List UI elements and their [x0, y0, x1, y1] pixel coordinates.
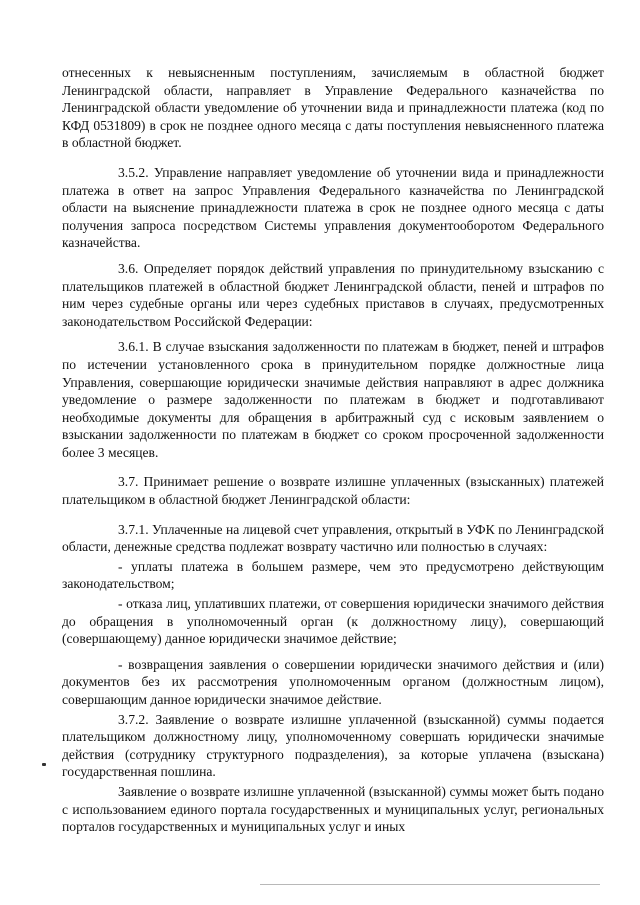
list-item-refusal: - отказа лиц, уплативших платежи, от совершения юридически значимого действия до обращения в уполномоченный орган (к должностному лицу), совершающий (совершающему) данное юридически значимое действие; [62, 596, 604, 647]
paragraph-3-5-2: 3.5.2. Управление направляет уведомление об уточнении вида и принадлежности платежа в ответ на запрос Управления Федерального казначейства по Ленинградской области на выяснение принадлежности платежа в срок не позднее одного месяца с даты получения запроса посредством Системы управления документооборотом Федерального казначейства. [62, 164, 604, 251]
paragraph-3-7: 3.7. Принимает решение о возврате излишне уплаченных (взысканных) платежей плательщиком в областной бюджет Ленинградской области: [62, 474, 604, 508]
paragraph-3-7-2: 3.7.2. Заявление о возврате излишне уплаченной (взысканной) суммы подается плательщиком должностному лицу, уполномоченному совершать юридически значимые действия (сотруднику структурного подразделения), за которые уплачена (взыскана) государственная пошлина. [62, 711, 604, 780]
footer-divider [260, 884, 600, 885]
paragraph-3-7-1: 3.7.1. Уплаченные на лицевой счет управления, открытый в УФК по Ленинградской области, денежные средства подлежат возврату частично или полностью в случаях: [62, 521, 604, 555]
paragraph-continuation: отнесенных к невыясненным поступлениям, зачисляемым в областной бюджет Ленинградской области, направляет в Управление Федерального казначейства по Ленинградской области уведомление об уточнении вида и принадлежности платежа (код по КФД 0531809) в срок не позднее одного месяца с даты поступления невыясненного платежа в областной бюджет. [62, 65, 604, 151]
list-item-overpayment: - уплаты платежа в большем размере, чем это предусмотрено действующим законодательством; [62, 558, 604, 592]
scan-speck [42, 763, 46, 766]
paragraph-application-portal: Заявление о возврате излишне уплаченной (взысканной) суммы может быть подано с использованием единого портала государственных и муниципальных услуг, региональных порталов государственных и муниципальных услуг и иных [62, 783, 604, 835]
paragraph-3-6: 3.6. Определяет порядок действий управления по принудительному взысканию с плательщиков платежей в областной бюджет Ленинградской области, пеней и штрафов по ним через судебные органы или через судебных приставов в случаях, предусмотренных законодательством Российской Федерации: [62, 260, 604, 329]
paragraph-3-6-1: 3.6.1. В случае взыскания задолженности по платежам в бюджет, пеней и штрафов по истечении установленного срока в принудительном порядке должностные лица Управления, совершающие юридически значимые действия направляют в адрес должника уведомление о размере задолженности по платежам в бюджет и подготавливают необходимые документы для обращения в арбитражный суд с исковым заявлением о взыскании задолженности по платежам в бюджет со сроком просроченной задолженности более 3 месяцев. [62, 339, 604, 460]
list-item-return-of-application: - возвращения заявления о совершении юридически значимого действия и (или) документов без их рассмотрения уполномоченным органом (должностным лицом), совершающим данное юридически значимое действие. [62, 656, 604, 707]
